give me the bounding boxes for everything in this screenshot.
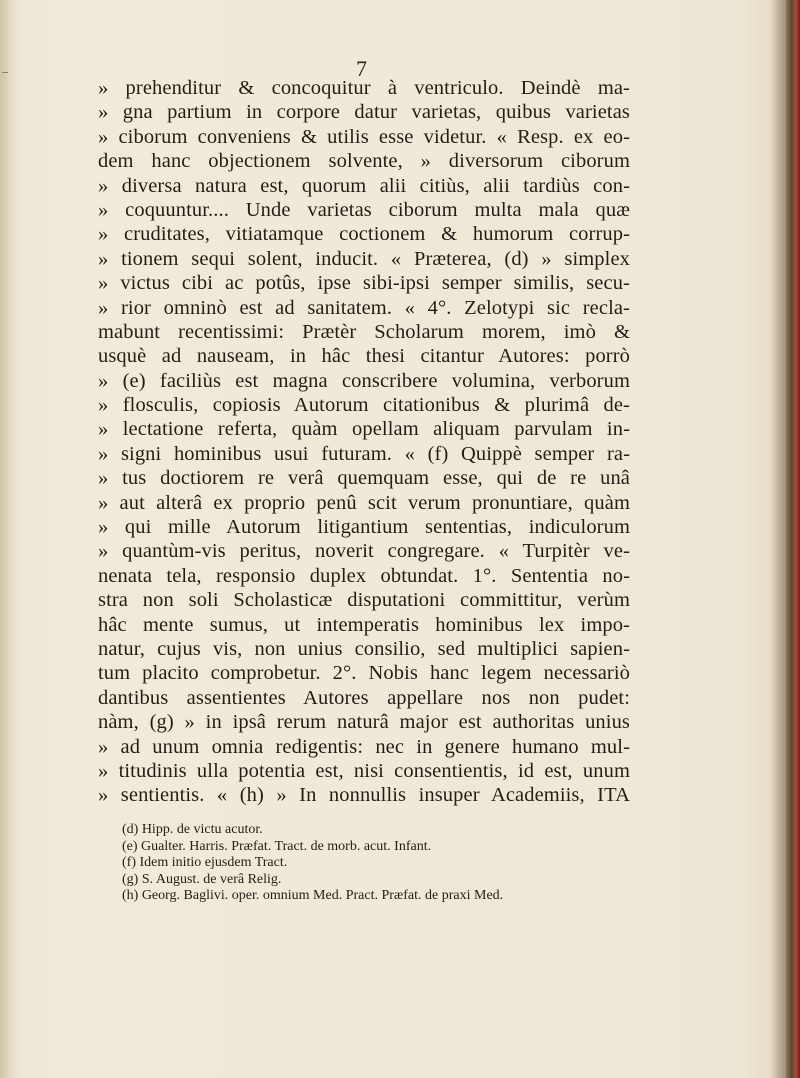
text-line: mabunt recentissimi: Prætèr Scholarum morem, imò &: [98, 320, 630, 343]
text-line: » titudinis ulla potentia est, nisi consentientis, id est, unum: [98, 759, 630, 782]
text-line: » prehenditur & concoquitur à ventriculo. Deindè ma-: [98, 77, 630, 99]
text-line: hâc mente sumus, ut intemperatis hominibus lex impo-: [98, 613, 630, 636]
page-number: 7: [356, 56, 367, 81]
footnote-g: (g) S. August. de verâ Relig.: [122, 871, 282, 887]
text-line: » signi hominibus usui futuram. « (f) Quippè semper ra-: [98, 442, 630, 465]
text-line: dantibus assentientes Autores appellare nos non pudet:: [98, 686, 630, 709]
footnotes: [122, 822, 642, 905]
text-line: » coquuntur.... Unde varietas ciborum multa mala quæ: [98, 198, 630, 221]
text-line: » tus doctiorem re verâ quemquam esse, qui de re unâ: [98, 467, 630, 490]
gutter-mark: [2, 72, 8, 73]
text-line: » aut alterâ ex proprio penû scit verum pronuntiare, quàm: [98, 491, 630, 514]
footnote-e: (e) Gualter. Harris. Præfat. Tract. de morb. acut. Infant.: [122, 838, 432, 854]
text-line: » ciborum conveniens & utilis esse videtur. « Resp. ex eo-: [98, 125, 630, 148]
text-line: nenata tela, responsio duplex obtundat. 1°. Sententia no-: [98, 564, 630, 587]
page-left-edge: [0, 0, 10, 1078]
text-line: natur, cujus vis, non unius consilio, sed multiplici sapien-: [98, 637, 630, 660]
text-line: stra non soli Scholasticæ disputationi committitur, verùm: [98, 589, 630, 612]
book-spine: [786, 0, 800, 1078]
text-line: » diversa natura est, quorum alii citiùs, alii tardiùs con-: [98, 174, 630, 197]
text-line: nàm, (g) » in ipsâ rerum naturâ major est authoritas unius: [98, 711, 630, 734]
text-line: » quantùm-vis peritus, noverit congregare. « Turpitèr ve-: [98, 540, 630, 563]
text-line: » (e) faciliùs est magna conscribere volumina, verborum: [98, 369, 630, 392]
text-line: dem hanc objectionem solvente, » diversorum ciborum: [98, 150, 630, 173]
text-line: » cruditates, vitiatamque coctionem & humorum corrup-: [98, 223, 630, 246]
text-line: » sentientis. « (h) » In nonnullis insuper Academiis, ITA: [98, 784, 630, 807]
text-line: » lectatione referta, quàm opellam aliquam parvulam in-: [98, 418, 630, 441]
footnote-h: (h) Georg. Baglivi. oper. omnium Med. Pract. Præfat. de praxi Med.: [122, 888, 504, 904]
text-line: tum placito comprobetur. 2°. Nobis hanc legem necessariò: [98, 662, 630, 685]
footnote-f: (f) Idem initio ejusdem Tract.: [122, 855, 288, 871]
text-line: » gna partium in corpore datur varietas, quibus varietas: [98, 101, 630, 124]
footnote-d: (d) Hipp. de victu acutor.: [122, 822, 263, 837]
text-line: » flosculis, copiosis Autorum citationibus & plurimâ de-: [98, 394, 630, 417]
body-text: [98, 76, 630, 808]
text-line: usquè ad nauseam, in hâc thesi citantur Autores: porrò: [98, 345, 630, 368]
text-line: » tionem sequi solent, inducit. « Præterea, (d) » simplex: [98, 247, 630, 270]
text-line: » ad unum omnia redigentis: nec in genere humano mul-: [98, 735, 630, 758]
text-line: » rior omninò est ad sanitatem. « 4°. Zelotypi sic recla-: [98, 296, 630, 319]
text-line: » victus cibi ac potûs, ipse sibi-ipsi semper similis, secu-: [98, 272, 630, 295]
text-line: » qui mille Autorum litigantium sententias, indiculorum: [98, 516, 630, 539]
